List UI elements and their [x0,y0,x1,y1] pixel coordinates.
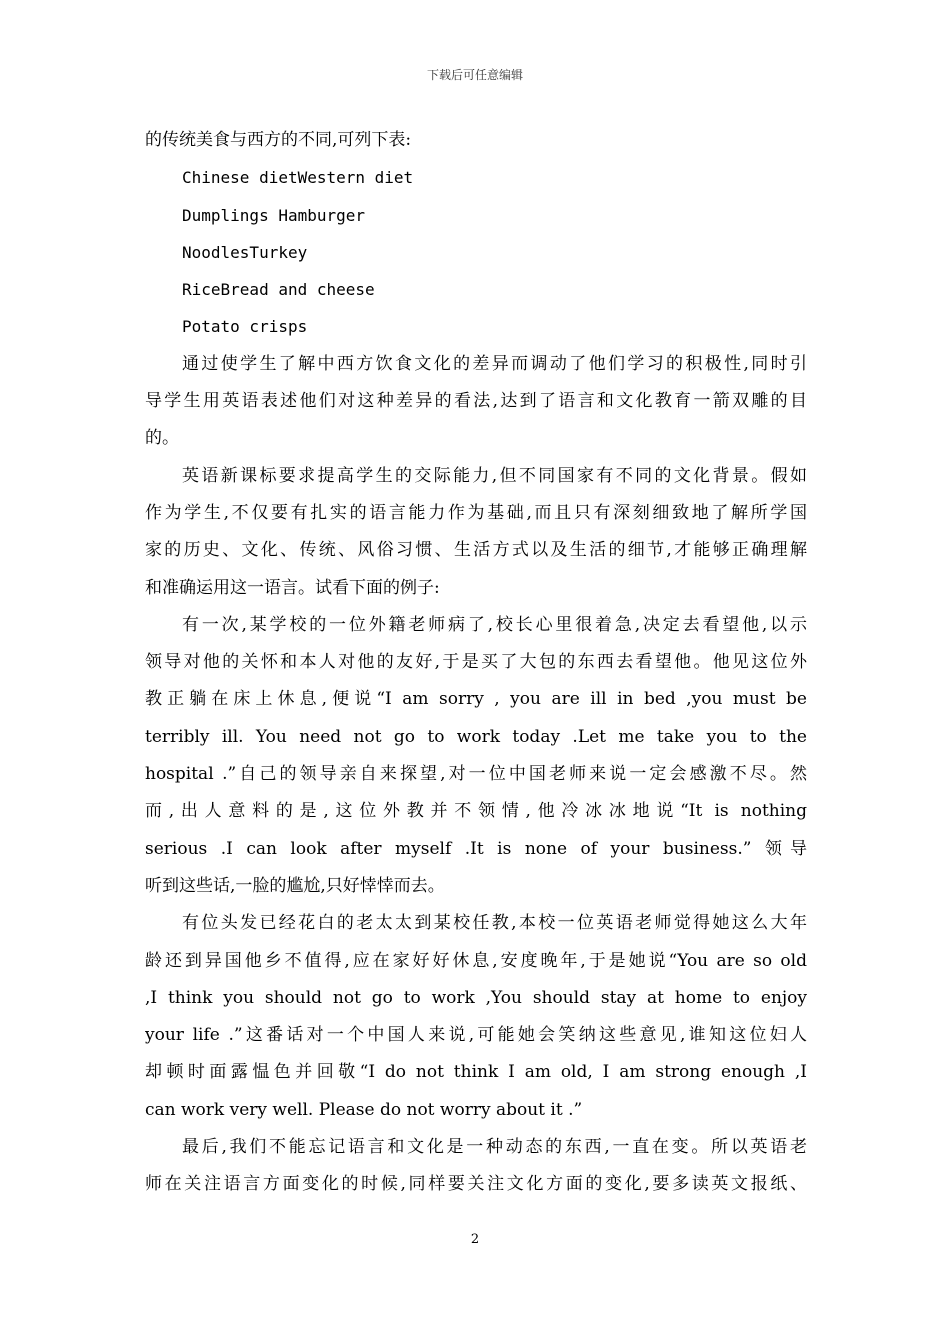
paragraph-line: 龄还到异国他乡不值得,应在家好好休息,安度晚年,于是她说“You are so old [145,950,807,971]
paragraph-line: terribly ill. You need not go to work today .Let me take you to the [145,726,807,747]
table-row: Dumplings Hamburger [182,205,366,225]
paragraph-line: 听到这些话,一脸的尴尬,只好悻悻而去。 [145,875,445,896]
paragraph-line: 有位头发已经花白的老太太到某校任教,本校一位英语老师觉得她这么大年 [182,913,807,934]
paragraph-line: hospital .”自己的领导亲自来探望,对一位中国老师来说一定会感激不尽。然 [145,764,807,785]
paragraph-line: 领导对他的关怀和本人对他的友好,于是买了大包的东西去看望他。他见这位外 [145,652,807,673]
paragraph-line: 的。 [145,428,179,449]
paragraph-line: your life .”这番话对一个中国人来说,可能她会笑纳这些意见,谁知这位妇人 [145,1025,807,1046]
paragraph-line: 和准确运用这一语言。试看下面的例子: [145,577,440,598]
paragraph-line: 有一次,某学校的一位外籍老师病了,校长心里很着急,决定去看望他,以示 [182,614,807,635]
paragraph-line: 教正躺在床上休息,便说“I am sorry , you are ill in bed ,you must be [145,689,807,710]
page-header: 下载后可任意编辑 [426,68,523,82]
text-line: 的传统美食与西方的不同,可列下表: [145,130,412,150]
paragraph-line: 作为学生,不仅要有扎实的语言能力作为基础,而且只有深刻细致地了解所学国 [145,502,807,523]
paragraph-line: 最后,我们不能忘记语言和文化是一种动态的东西,一直在变。所以英语老 [182,1137,807,1158]
paragraph-line: 却顿时面露愠色并回敬“I do not think I am old, I am strong enough ,I [145,1062,807,1083]
paragraph-line: serious .I can look after myself .It is none of your business.” 领导 [145,838,807,859]
paragraph-line: 通过使学生了解中西方饮食文化的差异而调动了他们学习的积极性,同时引 [182,353,807,374]
paragraph-line: 而,出人意料的是,这位外教并不领情,他冷冰冰地说“It is nothing [145,801,807,822]
paragraph-line: 英语新课标要求提高学生的交际能力,但不同国家有不同的文化背景。假如 [182,465,807,486]
table-row: Chinese dietWestern diet [182,168,414,188]
page-number: 2 [470,1232,480,1247]
table-row: NoodlesTurkey [182,242,308,262]
paragraph-line: 师在关注语言方面变化的时候,同样要关注文化方面的变化,要多读英文报纸、 [145,1174,807,1195]
paragraph-line: 家的历史、文化、传统、风俗习惯、生活方式以及生活的细节,才能够正确理解 [145,540,807,561]
paragraph-line: can work very well. Please do not worry about it .” [145,1099,583,1120]
document-body [145,122,807,1204]
table-row: RiceBread and cheese [182,280,375,300]
table-row: Potato crisps [182,317,308,337]
paragraph-line: 导学生用英语表述他们对这种差异的看法,达到了语言和文化教育一箭双雕的目 [145,391,807,412]
paragraph-line: ,I think you should not go to work ,You should stay at home to enjoy [145,987,807,1008]
